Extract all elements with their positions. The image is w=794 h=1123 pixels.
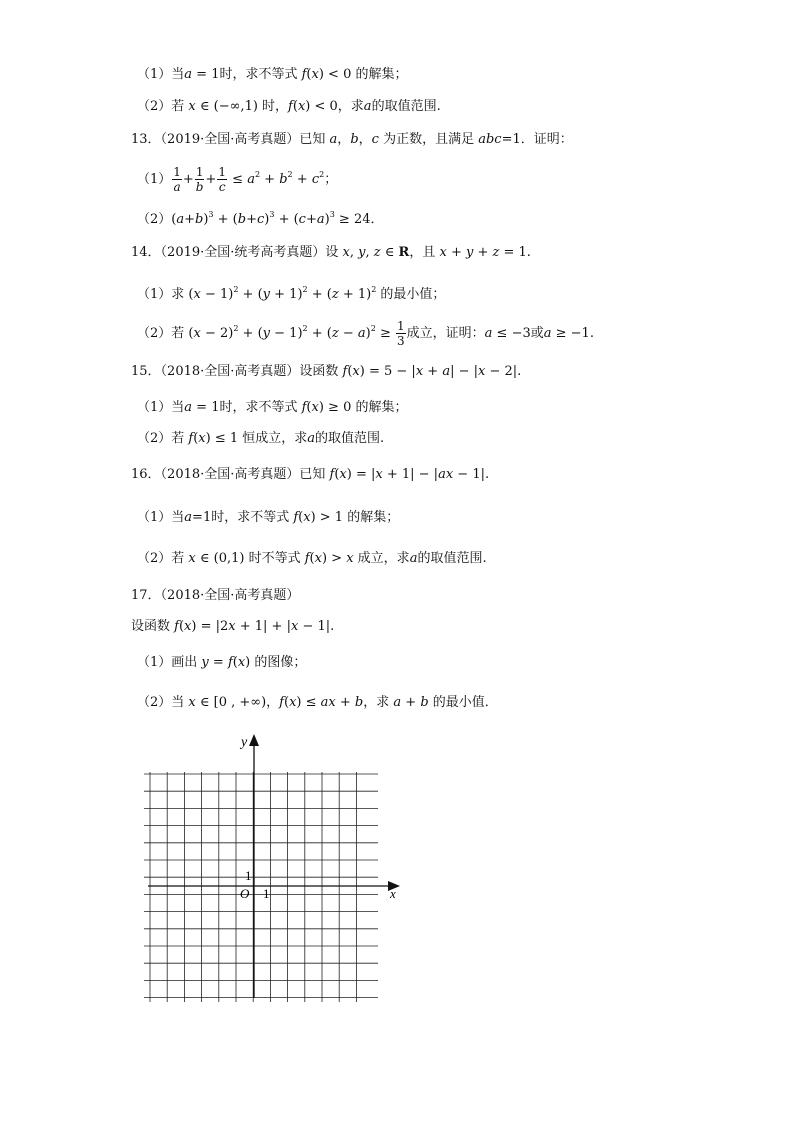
- q17-stem: 17．（2018·全国·高考真题）: [131, 588, 300, 603]
- q17-part2: （2）当 x ∈ [0 , +∞)，f(x) ≤ ax + b，求 a + b 的最小值．: [137, 695, 498, 710]
- coordinate-grid: [130, 730, 410, 1020]
- q16-stem: 16．（2018·全国·高考真题）已知 f(x) = |x + 1| − |ax − 1|.: [131, 467, 490, 482]
- q15-part2: （2）若 f(x) ≤ 1 恒成立，求a的取值范围.: [137, 431, 385, 446]
- x-axis-label: x: [390, 886, 396, 901]
- origin-label: O: [240, 886, 250, 901]
- grid-lines: [144, 772, 378, 1002]
- q16-part2: （2）若 x ∈ (0,1) 时不等式 f(x) > x 成立，求a的取值范围.: [137, 551, 487, 566]
- x-unit-label: 1: [263, 886, 270, 901]
- q13-part2: $(2)(a+b)^3 + (b+c)^3 + (c+a)^3 \ge 24$．: [137, 210, 384, 227]
- q15-stem: 15．（2018·全国·高考真题）设函数 f(x) = 5 − |x + a| − |x − 2|.: [131, 364, 522, 379]
- y-unit-label: 1: [245, 868, 252, 883]
- q16-part1: （1）当a=1时，求不等式 f(x) > 1 的解集；: [137, 510, 400, 525]
- grid-svg: [130, 730, 410, 1020]
- q13-part1: （1） $\frac{1}{a}$ + $\frac{1}{b}$ + $\frac{1}{c}$ ≤ $a^2 + b^2 + c^2$；: [137, 165, 338, 194]
- q14-part1: （1）求 $(x - 1)^2 + (y + 1)^2 + (z + 1)^2$ 的最小值；: [137, 285, 446, 302]
- y-axis-label: y: [241, 735, 248, 750]
- q14-stem: 14．（2019·全国·统考高考真题）设 x, y, z ∈ R，且 x + y + z = 1.: [131, 245, 531, 260]
- q12-part2: （2）若 x ∈ (−∞,1) 时，f(x) < 0，求a的取值范围.: [137, 99, 441, 114]
- q12-part1: （1）当a = 1时，求不等式 f(x) < 0 的解集；: [137, 67, 408, 82]
- q17-definition: 设函数 f(x) = |2x + 1| + |x − 1|.: [131, 619, 335, 634]
- q13-stem: 13．（2019·全国·高考真题）已知 a，b，c 为正数，且满足 abc=1．证明：: [131, 132, 573, 147]
- q17-part1: （1）画出 y = f(x) 的图像；: [137, 655, 307, 670]
- y-axis-arrow: [249, 734, 259, 746]
- q14-part2: （2）若 $(x - 2)^2 + (y - 1)^2 + (z - a)^2$ ≥ $\frac{1}{3}$ 成立，证明：a ≤ −3或a ≥ −1.: [137, 319, 594, 348]
- q15-part1: （1）当a = 1时，求不等式 f(x) ≥ 0 的解集；: [137, 400, 408, 415]
